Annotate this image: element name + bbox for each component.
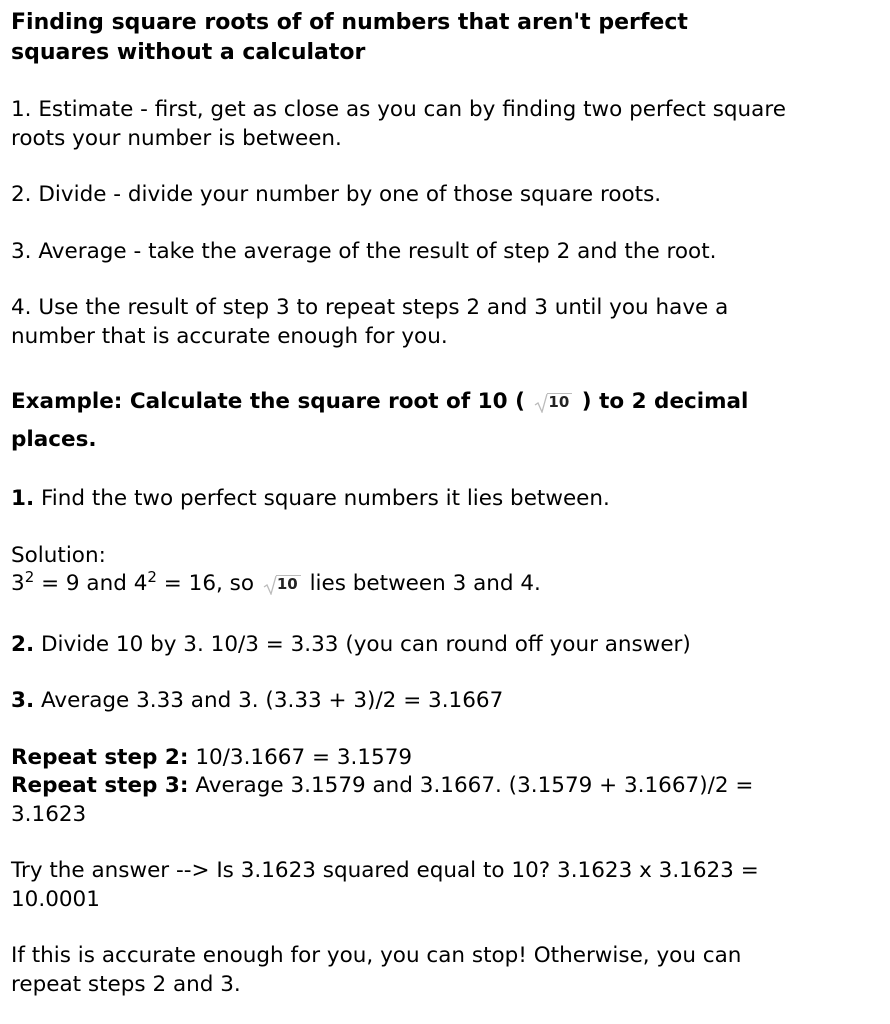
- sqrt-10-symbol-inline: [263, 575, 301, 593]
- solution-base-2: 4: [133, 571, 148, 596]
- sqrt-radicand-inline: 10: [276, 575, 298, 593]
- example-heading-end: ) to 2 decimal places.: [11, 389, 749, 452]
- solution-exponent-1: 2: [24, 568, 35, 586]
- solution-text-3: lies between 3 and 4.: [302, 571, 541, 596]
- radical-icon: [263, 575, 277, 595]
- example-heading: [11, 383, 811, 459]
- solution-base-1: 3: [11, 571, 25, 596]
- example-heading-start: Example: Calculate the square root of 10 (: [11, 389, 525, 414]
- step-estimate: 1. Estimate - first, get as close as you can by finding two perfect square roots your number is between.: [11, 97, 786, 151]
- solution-text-1: = 9 and: [34, 571, 134, 596]
- solution-line: [11, 570, 871, 599]
- example-step-3-text: Average 3.33 and 3. (3.33 + 3)/2 = 3.1667: [34, 688, 504, 713]
- closing-note: If this is accurate enough for you, you can stop! Otherwise, you can repeat steps 2 and 3.: [11, 943, 742, 997]
- repeat-step-3-text: Average 3.1579 and 3.1667. (3.1579 + 3.1667)/2 = 3.1623: [11, 773, 754, 827]
- document: [11, 8, 871, 999]
- repeat-step-3: [11, 772, 801, 829]
- solution-label: Solution:: [11, 542, 106, 568]
- example-step-3-number: 3.: [11, 688, 35, 713]
- sqrt-10-symbol: [534, 393, 572, 411]
- solution-text-2: = 16, so: [156, 571, 261, 596]
- solution-exponent-2: 2: [147, 568, 157, 586]
- example-step-3: [11, 687, 871, 716]
- repeat-step-2-label: Repeat step 2:: [11, 744, 189, 770]
- example-step-1-text: Find the two perfect square numbers it lies between.: [34, 486, 610, 511]
- repeat-step-2: [11, 744, 871, 773]
- sqrt-radicand: 10: [548, 393, 570, 411]
- step-divide: 2. Divide - divide your number by one of those square roots.: [11, 182, 662, 207]
- example-step-1: [11, 485, 871, 514]
- page-title: Finding square roots of of numbers that aren't perfect squares without a calculator: [11, 10, 688, 65]
- example-step-2-text: Divide 10 by 3. 10/3 = 3.33 (you can round off your answer): [34, 631, 691, 657]
- example-step-2-number: 2.: [11, 631, 35, 657]
- example-step-1-number: 1.: [11, 486, 35, 511]
- radical-icon: [534, 393, 548, 413]
- repeat-step-2-text: 10/3.1667 = 3.1579: [188, 744, 413, 770]
- try-answer: Try the answer --> Is 3.1623 squared equal to 10? 3.1623 x 3.1623 = 10.0001: [11, 858, 759, 912]
- repeat-step-3-label: Repeat step 3:: [11, 773, 189, 798]
- example-step-2: [11, 631, 871, 660]
- step-average: 3. Average - take the average of the result of step 2 and the root.: [11, 238, 717, 264]
- step-repeat: 4. Use the result of step 3 to repeat steps 2 and 3 until you have a number that is accurate enough for you.: [11, 295, 729, 349]
